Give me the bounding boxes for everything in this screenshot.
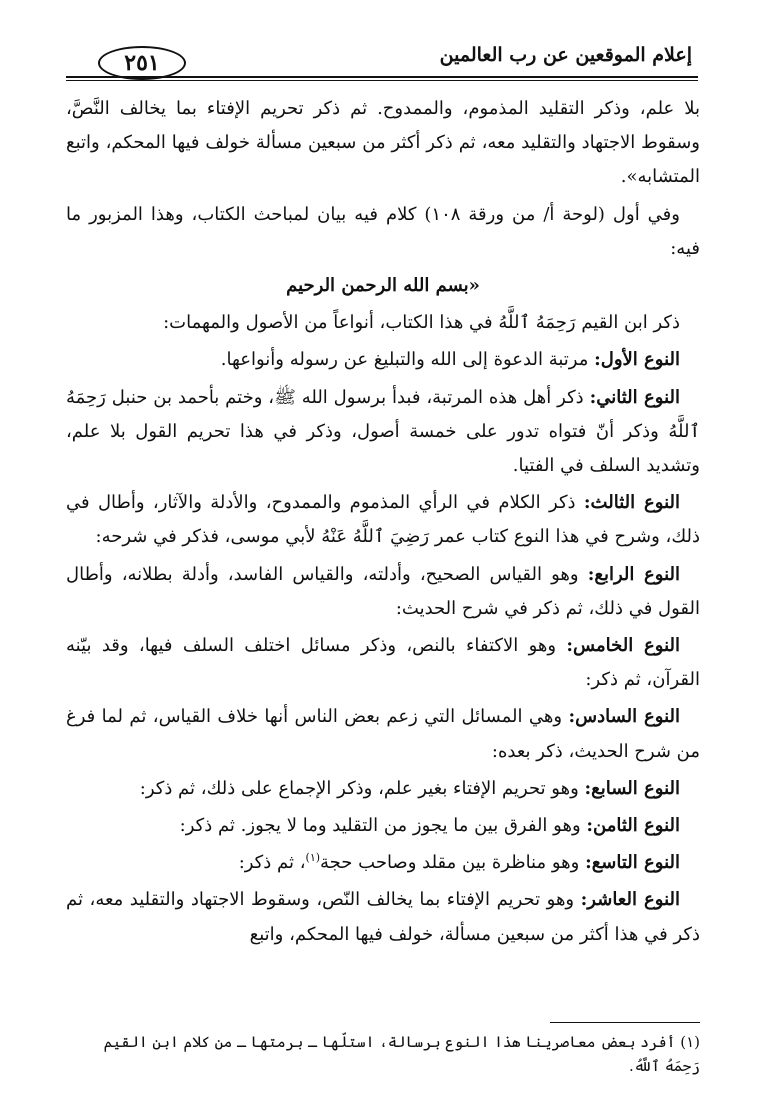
section-label: النوع السابع: — [584, 777, 680, 799]
footnote — [66, 1030, 700, 1078]
header-rule-thin — [66, 80, 698, 81]
section-paragraph — [66, 883, 700, 951]
paragraph — [66, 198, 700, 266]
section-label: النوع الخامس: — [566, 635, 681, 657]
footnote-text: أفرد بعض معاصرينا هذا النوع برسالة، استلّها ـ برمتها ـ من كلام ابن القيم رَحِمَهُ ٱللَّهُ. — [103, 1033, 700, 1075]
paragraph-text: وهو تحريم الإفتاء بما يخالف النّص، وسقوط الاجتهاد والتقليد معه، ثم ذكر في هذا أكثر من سبعين مسألة، خولف فيها المحكم، واتبع — [66, 889, 700, 945]
section-paragraph — [66, 343, 700, 377]
section-paragraph — [66, 700, 700, 768]
paragraph-text: وهو مناظرة بين مقلد وصاحب حجة — [320, 852, 586, 874]
header-rule — [66, 76, 698, 78]
section-paragraph — [66, 558, 700, 626]
paragraph-text: وفي أول (لوحة أ/ من ورقة ١٠٨) كلام فيه بيان لمباحث الكتاب، وهذا المزبور ما فيه: — [66, 203, 700, 259]
running-title: إعلام الموقعين عن رب العالمين — [439, 44, 692, 66]
footnote-reference[interactable]: (١) — [305, 851, 321, 865]
paragraph-text: وهو القياس الصحيح، وأدلته، والقياس الفاسد، وأدلة بطلانه، وأطال القول في ذلك، ثم ذكر في شرح الحديث: — [66, 563, 700, 619]
section-paragraph — [66, 629, 700, 697]
paragraph-text: بلا علم، وذكر التقليد المذموم، والممدوح. ثم ذكر تحريم الإفتاء بما يخالف النَّصَّ، وسقوط الاجتهاد والتقليد معه، ثم ذكر أكثر من سبعين مسألة خولف فيها المحكم، واتبع المتشابه». — [66, 98, 700, 188]
page-header — [66, 42, 698, 80]
paragraph-text: ذكر ابن القيم رَحِمَهُ ٱللَّهُ في هذا الكتاب، أنواعاً من الأصول والمهمات: — [163, 312, 680, 334]
section-paragraph — [66, 772, 700, 806]
paragraph-text: وهو الاكتفاء بالنص، وذكر مسائل اختلف السلف فيها، وقد بيّنه القرآن، ثم ذكر: — [66, 635, 700, 691]
section-paragraph — [66, 381, 700, 484]
basmala-heading — [66, 269, 700, 303]
section-paragraph — [66, 809, 700, 843]
paragraph-text: وهو الفرق بين ما يجوز من التقليد وما لا يجوز. ثم ذكر: — [179, 815, 587, 837]
paragraph-text: مرتبة الدعوة إلى الله والتبليغ عن رسوله وأنواعها. — [220, 349, 595, 371]
section-label: النوع السادس: — [568, 706, 681, 728]
footnote-separator — [550, 1022, 700, 1023]
section-label: النوع الرابع: — [587, 563, 680, 585]
paragraph-text: ذكر الكلام في الرأي المذموم والممدوح، والأدلة والآثار، وأطال في ذلك، وشرح في هذا النوع كتاب عمر رَضِيَ ٱللَّهُ عَنْهُ لأبي موسى، فذكر في شرحه: — [66, 492, 700, 548]
section-label: النوع الثالث: — [583, 492, 680, 514]
paragraph-text: ، ثم ذكر: — [238, 852, 306, 874]
page-number: ٢٥١ — [98, 46, 186, 80]
paragraph-text: وهو تحريم الإفتاء بغير علم، وذكر الإجماع على ذلك، ثم ذكر: — [139, 777, 585, 799]
section-label: النوع الثاني: — [589, 386, 680, 408]
section-label: النوع الأول: — [594, 349, 680, 371]
paragraph-text: وهي المسائل التي زعم بعض الناس أنها خلاف القياس، ثم لما فرغ من شرح الحديث، ذكر بعده: — [66, 706, 700, 762]
paragraph — [66, 306, 700, 340]
paragraph — [66, 92, 700, 195]
section-paragraph — [66, 846, 700, 880]
heading-text: «بسم الله الرحمن الرحيم — [286, 275, 480, 297]
section-label: النوع العاشر: — [580, 889, 680, 911]
section-paragraph — [66, 486, 700, 554]
section-label: النوع الثامن: — [586, 815, 680, 837]
section-label: النوع التاسع: — [585, 852, 680, 874]
paragraph-text: ذكر أهل هذه المرتبة، فبدأ برسول الله ﷺ، وختم بأحمد بن حنبل رَحِمَهُ ٱللَّهُ وذكر أنّ فتواه تدور على خمسة أصول، وذكر في هذا تحريم القول بلا علم، وتشديد السلف في الفتيا. — [66, 386, 700, 477]
footnote-marker: (١) — [680, 1033, 700, 1051]
body-text — [66, 92, 700, 955]
